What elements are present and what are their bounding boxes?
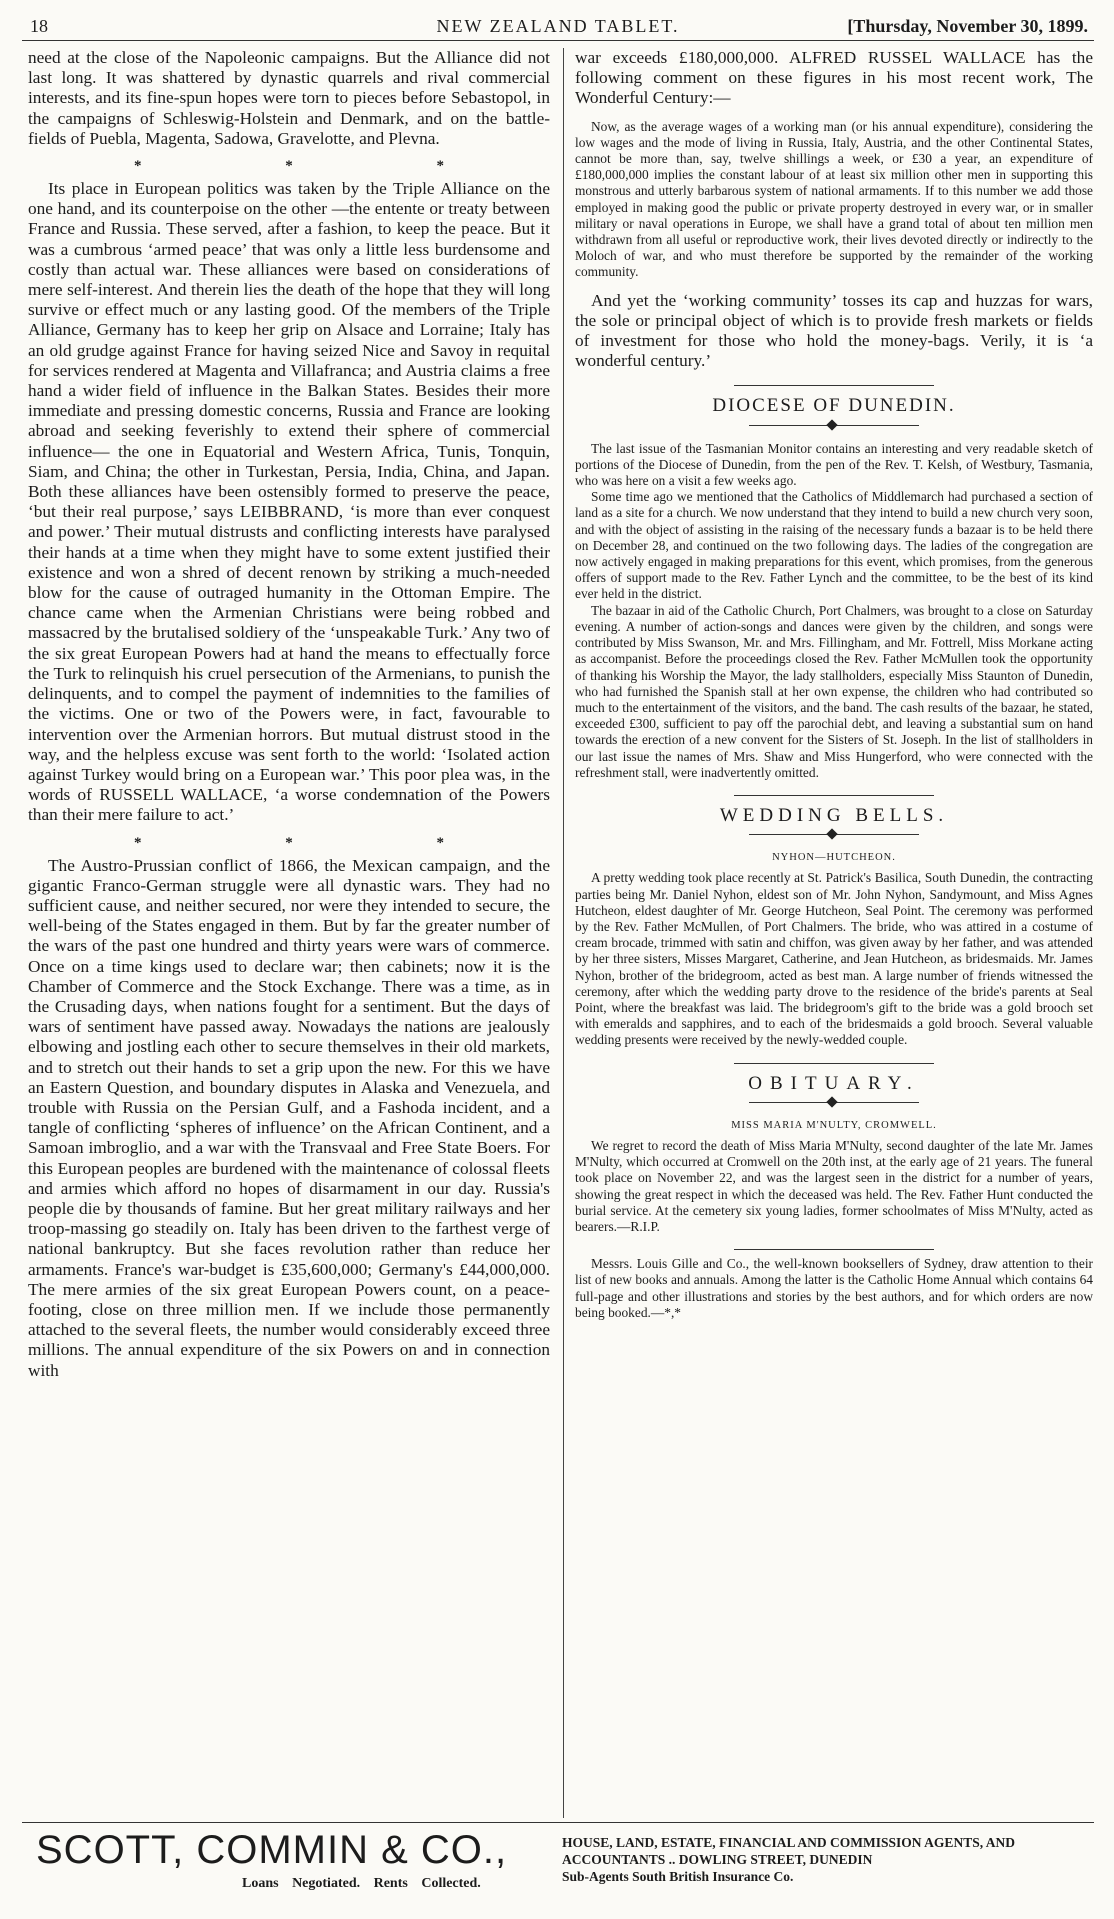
- advert-description: [562, 1834, 1092, 1885]
- page-number: 18: [30, 16, 48, 36]
- article-paragraph: Its place in European politics was taken by the Triple Alliance on the one hand, and its counterpoise on the other —the entente or treaty between France and Russia. These served, after a fashion, to keep the peace. But it was a cumbrous ‘armed peace’ that was only a little less burdensome and costly than actual war. These alliances were based on considerations of mere self-interest. And therein lies the death of the hope that they will long survive or effect much or any lasting good. Of the members of the Triple Alliance, Germany has to keep her grip on Alsace and Lorraine; Italy has an old grudge against France for having seized Nice and Savoy in requital for services rendered at Magenta and Villafranca; and Austria claims a free hand a wider field of influence in the Balkan States. Besides their more immediate and pressing domestic concerns, Russia and France are looking abroad and seeking feverishly to extend their sphere of commercial influence— the one in Equatorial and Western Africa, Tunis, Tonquin, Siam, and China; the other in Turkestan, Persia, India, China, and Japan. Both these alliances have been ostensibly formed to preserve the peace, ‘but their real purpose,’ says LEIBBRAND, ‘is more than ever conquest and power.’ Their mutual distrusts and conflicting interests have paralysed their hands at a time when they might have to some extent justified their existence and won a shred of decent renown by striking a much-needed blow for the cause of outraged humanity in the Ottoman Empire. The chance came when the Armenian Christians were being robbed and massacred by the brutalised soldiery of the ‘unspeakable Turk.’ Any two of the six great European Powers had at hand the means to effectually force the Turk to relinquish his cruel persecution of the Armenians, to punish the delinquents, and to compel the payment of indemnities to the families of the victims. One or two of the Powers were, in fact, favourable to intervention over the Armenian horrors. But mutual distrust stood in the way, and the helpless excuse was sent forth to the world: ‘Isolated action against Turkey would bring on a European war.’ This poor plea was, in the words of RUSSELL WALLACE, ‘a worse condemnation of the Powers than their mere failure to act.’: [28, 179, 550, 825]
- column-divider: [563, 48, 564, 1818]
- right-column: [575, 48, 1093, 1818]
- diocese-heading: DIOCESE OF DUNEDIN.: [712, 395, 956, 417]
- diamond-rule: [749, 1096, 919, 1110]
- section-rule: [734, 1063, 934, 1064]
- advert-services: Loans Negotiated. Rents Collected.: [242, 1876, 481, 1891]
- section-rule: [734, 385, 934, 386]
- wedding-subhead: NYHON—HUTCHEON.: [772, 852, 896, 864]
- footer-rule: [22, 1822, 1094, 1823]
- article-paragraph: war exceeds £180,000,000. ALFRED RUSSEL WALLACE has the following comment on these figures in his most recent work, The Wonderful Century:—: [575, 48, 1093, 108]
- article-paragraph: The Austro-Prussian conflict of 1866, the Mexican campaign, and the gigantic Franco-German struggle were all dynastic wars. They had no sufficient cause, and neither secured, nor were they intended to secure, the well-being of the States engaged in them. But by far the greater number of the wars of the past one hundred and thirty years were wars of commerce. Once on a time kings used to declare war; then cabinets; now it is the Chamber of Commerce and the Stock Exchange. There was a time, as in the Crusading days, when nations fought for a sentiment. But the days of wars of sentiment have passed away. Nowadays the nations are jealously elbowing and jostling each other to secure themselves in their old markets, and to stretch out their hands to set a grip upon the new. For this we have an Eastern Question, and boundary disputes in Alaska and Venezuela, and trouble with Russia on the Persian Gulf, and a Fashoda incident, and a tangle of conflicting ‘spheres of influence’ on the African Continent, and a Samoan imbroglio, and a war with the Transvaal and Free State Boers. For this European peoples are burdened with the maintenance of colossal fleets and armies which afford no hopes of disarmament in our day. Russia's people die by thousands of famine. But her great military railways and her troop-massing go steadily on. Italy has been driven to the farthest verge of national bankruptcy. But she faces revolution rather than reduce her armaments. France's war-budget is £35,600,000; Germany's £44,000,000. The mere armies of the six great European Powers count, on a peace-footing, close on three million men. If we include those permanently attached to the several fleets, the number would considerably exceed three millions. The annual expenditure of the six Powers on and in connection with: [28, 855, 550, 1380]
- notice-paragraph: Messrs. Louis Gille and Co., the well-known booksellers of Sydney, draw attention to their list of new books and annuals. Among the latter is the Catholic Home Annual which contains 64 full-page and other illustrations and stories by the best authors, and for which orders are now being booked.—*,*: [575, 1256, 1093, 1320]
- paper-title: NEW ZEALAND TABLET.: [436, 16, 680, 36]
- section-break-stars: * * *: [134, 834, 514, 851]
- article-paragraph: need at the close of the Napoleonic campaigns. But the Alliance did not last long. It was shattered by dynastic quarrels and rival commercial interests, and its fine-spun hopes were torn to pieces before Sebastopol, in the campaigns of Schleswig-Holstein and Denmark, and on the battle-fields of Puebla, Magenta, Sadowa, Gravelotte, and Plevna.: [28, 48, 550, 148]
- news-paragraph: We regret to record the death of Miss Maria M'Nulty, second daughter of the late Mr. James M'Nulty, which occurred at Cromwell on the 20th inst, at the early age of 21 years. The funeral took place on November 22, and was the largest seen in the district for a number of years, showing the great respect in which the deceased was held. The Rev. Father Hunt conducted the burial service. At the cemetery six young ladies, former schoolmates of Miss M'Nulty, acted as bearers.—R.I.P.: [575, 1137, 1093, 1234]
- news-paragraph: The bazaar in aid of the Catholic Church, Port Chalmers, was brought to a close on Saturday evening. A number of action-songs and dances were given by the children, and songs were contributed by Miss Swanson, Mr. and Mrs. Fillingham, and Mr. Fottrell, Miss Morkane acting as accompanist. Before the proceedings closed the Rev. Father McMullen took the opportunity of thanking his Worship the Mayor, the lady stallholders, especially Miss Staunton of Dunedin, who had furnished the Spanish stall at her own expense, the children who had contributed so much to the entertainment of the visitors, and the band. The cash results of the bazaar, he stated, exceeded £300, sufficient to pay off the parochial debt, and leaving a substantial sum on hand towards the erection of a new convent for the Sisters of St. Joseph. In the list of stallholders in our last issue the names of Mrs. Shaw and Miss Hungerford, who were connected with the refreshment stall, were inadvertently omitted.: [575, 602, 1093, 780]
- advertisement: [22, 1828, 1094, 1898]
- wedding-heading: WEDDING BELLS.: [719, 804, 949, 826]
- issue-date: [Thursday, November 30, 1899.: [847, 16, 1088, 36]
- masthead: [22, 14, 1094, 41]
- diamond-rule: [749, 419, 919, 433]
- block-quote: Now, as the average wages of a working man (or his annual expenditure), considering the low wages and the mode of living in Russia, Italy, Austria, and the other Continental States, cannot be more than, say, twelve shillings a week, or £30 a year, an expenditure of £180,000,000 implies the constant labour of at least six million other men in supporting this monstrous and utterly barbarous system of national armaments. If to this number we add those employed in making good the public or private property destroyed in every war, or in smaller military or naval operations in Europe, we shall have a grand total of about ten million men withdrawn from all useful or reproductive work, their lives devoted directly or indirectly to the Moloch of war, and who must therefore be supported by the remainder of the working community.: [575, 118, 1093, 280]
- news-paragraph: The last issue of the Tasmanian Monitor contains an interesting and very readable sketch of portions of the Diocese of Dunedin, from the pen of the Rev. T. Kelsh, of Westbury, Tasmania, who was here on a visit a few weeks ago.: [575, 440, 1093, 489]
- section-break-stars: * * *: [134, 158, 514, 175]
- obituary-subhead: MISS MARIA M'NULTY, CROMWELL.: [731, 1119, 937, 1131]
- section-rule: [734, 795, 934, 796]
- advert-line: ACCOUNTANTS .. DOWLING STREET, DUNEDIN: [562, 1852, 873, 1867]
- left-column: [28, 48, 550, 1816]
- diamond-rule: [749, 828, 919, 842]
- news-paragraph: A pretty wedding took place recently at St. Patrick's Basilica, South Dunedin, the contracting parties being Mr. Daniel Nyhon, eldest son of Mr. John Nyhon, Sandymount, and Miss Agnes Hutcheon, eldest daughter of Mr. George Hutcheon, Seal Point. The ceremony was performed by the Rev. Father McMullen, of Port Chalmers. The bride, who was attired in a costume of cream brocade, trimmed with satin and chiffon, was given away by her father, and was attended by her three sisters, Misses Margaret, Catherine, and Jean Hutcheon, as bridesmaids. Mr. James Nyhon, brother of the bridegroom, acted as best man. A large number of friends witnessed the ceremony, after which the wedding party drove to the residence of the bride's parents at Seal Point, where the breakfast was laid. The bridegroom's gift to the bride was a gold brooch set with emeralds and sapphires, and to each of the bridesmaids a gold brooch. Several valuable wedding presents were received by the newly-wedded couple.: [575, 870, 1093, 1048]
- advert-line: HOUSE, LAND, ESTATE, FINANCIAL AND COMMISSION AGENTS, AND: [562, 1835, 1015, 1850]
- news-paragraph: Some time ago we mentioned that the Catholics of Middlemarch had purchased a section of land as a site for a church. We now understand that they intend to build a new church very soon, and with the object of assisting in the raising of the necessary funds a bazaar is to be held there on December 28, and continued on the two following days. The ladies of the congregation are now actively engaged in making preparations for this event, which promises, from the generous offers of support made to the Rev. Father Lynch and the committee, to be the best of its kind ever held in the district.: [575, 489, 1093, 602]
- advert-line: Sub-Agents South British Insurance Co.: [562, 1869, 794, 1884]
- article-paragraph: And yet the ‘working community’ tosses its cap and huzzas for wars, the sole or principal object of which is to provide fresh markets or fields of investment for those who hold the money-bags. Verily, it is ‘a wonderful century.’: [575, 290, 1093, 371]
- advert-firm-name: SCOTT, COMMIN & CO.,: [36, 1828, 508, 1872]
- obituary-heading: OBITUARY.: [748, 1072, 920, 1094]
- newspaper-page: [22, 14, 1094, 1909]
